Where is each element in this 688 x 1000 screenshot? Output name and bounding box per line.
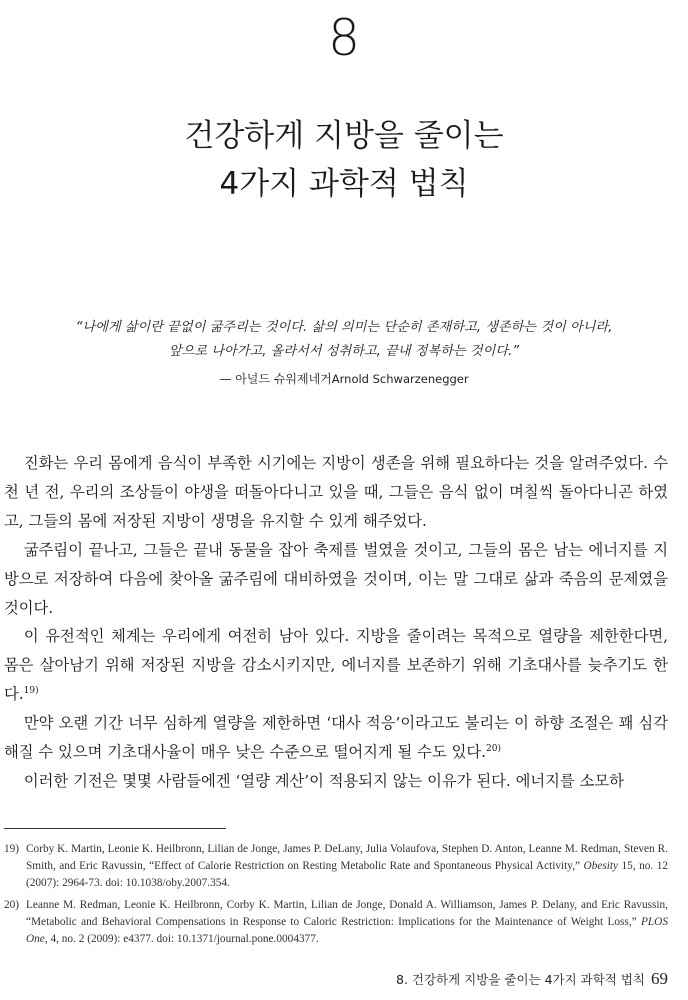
- paragraph-5: 이러한 기전은 몇몇 사람들에겐 ‘열량 계산’이 적용되지 않는 이유가 된다. 에너지를 소모하: [23, 771, 624, 790]
- paragraph-1: 진화는 우리 몸에게 음식이 부족한 시기에는 지방이 생존을 위해 필요하다는 것을 알려주었다. 수천 년 전, 우리의 조상들이 야생을 떠돌아다니고 있을 때, 그들은 음식 없이 며칠씩 돌아다니곤 하였고, 그들의 몸에 저장된 지방이 생명을 유지할 수 있게 해주었다.: [4, 454, 668, 530]
- footnote-journal: Obesity: [583, 860, 619, 872]
- footnote-text: [26, 897, 668, 948]
- footnote-20: [4, 897, 668, 948]
- epigraph-quote: [40, 316, 648, 364]
- paragraph-2: 굶주림이 끝나고, 그들은 끝내 동물을 잡아 축제를 벌였을 것이고, 그들의 몸은 남는 에너지를 지방으로 저장하여 다음에 찾아올 굶주림에 대비하였을 것이며, 이는 말 그대로 삶과 죽음의 문제였을 것이다.: [4, 540, 668, 617]
- footnote-details: , 4, no. 2 (2009): e4377. doi: 10.1371/journal.pone.0004377.: [44, 933, 319, 945]
- paragraph-4-text: 만약 오랜 기간 너무 심하게 열량을 제한하면 ‘대사 적응’이라고도 불리는 이 하향 조절은 꽤 심각해질 수 있으며 기초대사율이 매우 낮은 수준으로 떨어지게 될 수도 있다.: [4, 714, 668, 762]
- footnote-divider: [4, 828, 226, 829]
- footnote-ref-20[interactable]: 20): [486, 743, 501, 754]
- footnote-citation: Corby K. Martin, Leonie K. Heilbronn, Lilian de Jonge, James P. DeLany, Julia Volaufova, Stephen D. Anton, Leanne M. Redman, Steven R. Smith, and Eric Ravussin, “Effect of Calorie Restriction on Resting Metabolic Rate and Spontaneous Physical Activity,”: [26, 843, 668, 872]
- epigraph-attribution: [0, 370, 688, 387]
- footnote-19: [4, 841, 668, 892]
- epigraph-line-1: “나에게 삶이란 끝없이 굶주리는 것이다. 삶의 의미는 단순히 존재하고, 생존하는 것이 아니라,: [75, 320, 613, 335]
- chapter-title-line-2: 4가지 과학적 법칙: [219, 166, 469, 202]
- chapter-title: [0, 112, 688, 208]
- footnote-journal: PLOS One: [26, 916, 668, 945]
- paragraph-3-text: 이 유전적인 체계는 우리에게 여전히 남아 있다. 지방을 줄이려는 목적으로 열량을 제한한다면, 몸은 살아남기 위해 저장된 지방을 감소시키지만, 에너지를 보존하기 위해 기초대사를 늦추기도 한다.: [4, 627, 668, 704]
- page-footer: [396, 969, 668, 989]
- attribution-korean: — 아널드 슈워제네거: [219, 372, 332, 386]
- paragraph-3: [4, 622, 668, 709]
- footnote-citation: Leanne M. Redman, Leonie K. Heilbronn, Corby K. Martin, Lilian de Jonge, Donald A. Williamson, James P. Delany, and Eric Ravussin, “Metabolic and Behavioral Compensations in Response to Caloric Restriction: Implications for the Maintenance of Weight Loss,”: [26, 899, 668, 928]
- footnote-number: 20): [4, 899, 20, 911]
- chapter-title-line-1: 건강하게 지방을 줄이는: [184, 118, 504, 154]
- attribution-english: Arnold Schwarzenegger: [331, 372, 469, 386]
- chapter-number: 8: [328, 9, 360, 67]
- footnote-ref-19[interactable]: 19): [23, 686, 39, 697]
- footnote-text: [26, 841, 668, 892]
- paragraph-4: [4, 709, 668, 767]
- footnote-number: 19): [4, 843, 20, 855]
- body-text: [4, 449, 668, 796]
- running-head: 8. 건강하게 지방을 줄이는 4가지 과학적 법칙: [396, 972, 645, 987]
- footnote-details: 15, no. 12 (2007): 2964-73. doi: 10.1038/oby.2007.354.: [26, 860, 669, 889]
- epigraph-line-2: 앞으로 나아가고, 올라서서 성취하고, 끝내 정복하는 것이다.”: [168, 344, 520, 359]
- page-number: 69: [651, 969, 668, 988]
